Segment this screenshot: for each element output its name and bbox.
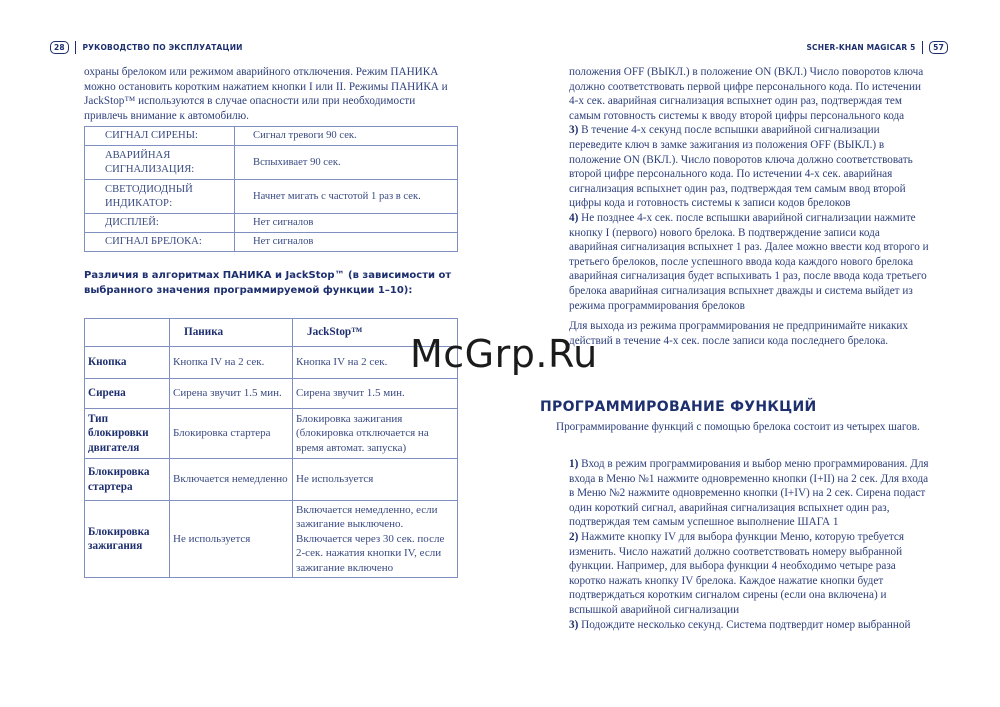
function-step-3: 3) Подождите несколько секунд. Система подтвердит номер выбранной xyxy=(569,618,911,631)
table-row: ДИСПЛЕЙ: Нет сигналов xyxy=(85,214,458,233)
section-intro: Программирование функций с помощью брелока состоит из четырех шагов. xyxy=(556,421,920,433)
watermark: McGrp.Ru xyxy=(410,332,598,376)
signals-table xyxy=(84,126,458,252)
table-row: СВЕТОДИОДНЫЙ ИНДИКАТОР: Начнет мигать с частотой 1 раз в сек. xyxy=(85,180,458,214)
table-row: Тип блокировки двигателя Блокировка стартера Блокировка зажигания (блокировка отключается на время автомат. запуска) xyxy=(85,409,458,459)
table-row: СИГНАЛ БРЕЛОКА: Нет сигналов xyxy=(85,233,458,252)
function-step-2: 2) Нажмите кнопку IV для выбора функции Меню, которую требуется изменить. Число нажатий должно соответствовать номеру выбранной функции. Например, для выбора функции 4 необходимо четыре раза коротко нажать кнопку IV брелока. Каждое нажатие кнопки будет подтверждаться коротким сигналом сирены (если она включена) и вспышкой аварийной сигнализации xyxy=(569,530,905,616)
table-row: СИГНАЛ СИРЕНЫ: Сигнал тревоги 90 сек. xyxy=(85,127,458,146)
table-row: Блокировка зажигания Не используется Включается немедленно, если зажигание выключено. Включается через 30 сек. после 2-сек. нажатия кнопки IV, если зажигание включено xyxy=(85,501,458,578)
table-row: Сирена Сирена звучит 1.5 мин. Сирена звучит 1.5 мин. xyxy=(85,379,458,409)
step-3: 3) В течение 4-х секунд после вспышки аварийной сигнализации переведите ключ в замке зажигания из положения OFF (ВЫКЛ.) в положение ON (ВКЛ.). Число поворотов ключа должно соответствовать второй цифре персонального кода. По истечении 4-х сек. аварийная сигнализация вспыхнет один раз, подтверждая тем самым ввод второй цифры кода и готовность системы к записи кодов брелоков xyxy=(569,124,913,210)
header-divider xyxy=(75,41,77,54)
table-row: Блокировка стартера Включается немедленно Не используется xyxy=(85,459,458,501)
right-page-header xyxy=(806,40,948,54)
right-header-title: SCHER-KHAN MAGICAR 5 xyxy=(806,42,916,52)
header-divider xyxy=(922,41,924,54)
table-header-row: Паника JackStop™ xyxy=(85,319,458,347)
compare-heading: Различия в алгоритмах ПАНИКА и JackStop™ (в зависимости от выбранного значения программируемой функции 1–10): xyxy=(84,270,452,296)
exit-note: Для выхода из режима программирования не предпринимайте никаких действий в течение 4-х сек. после записи кода последнего брелока. xyxy=(569,320,908,347)
step-2-continued: положения OFF (ВЫКЛ.) в положение ON (ВКЛ.) Число поворотов ключа должно соответствовать первой цифре персонального кода. По истечении 4-х сек. аварийная сигнализация вспыхнет один раз, подтверждая тем самым готовность системы к вводу второй цифры персонального кода xyxy=(569,66,924,122)
left-header-title: РУКОВОДСТВО ПО ЭКСПЛУАТАЦИИ xyxy=(82,42,243,52)
function-steps xyxy=(569,457,929,632)
step-4: 4) Не позднее 4-х сек. после вспышки аварийной сигнализации нажмите кнопку I (первого) нового брелока. В подтверждение записи кода аварийная сигнализация вспыхнет 1 раз. Далее можно ввести код второго и третьего брелоков, после успешного ввода кода каждого нового брелока аварийная сигнализация будет вспыхивать 1 раз, после ввода кода третьего брелока аварийная сигнализация вспыхнет дважды и система выйдет из режима программирования брелоков xyxy=(569,211,929,312)
table-row: АВАРИЙНАЯ СИГНАЛИЗАЦИЯ: Вспыхивает 90 сек. xyxy=(85,146,458,180)
right-top-text xyxy=(569,65,929,348)
compare-table xyxy=(84,318,458,578)
right-page-number: 57 xyxy=(929,41,948,54)
left-page-header xyxy=(50,40,243,54)
left-page-number: 28 xyxy=(50,41,69,54)
table-row: Кнопка Кнопка IV на 2 сек. Кнопка IV на 2 сек. xyxy=(85,347,458,379)
section-title: ПРОГРАММИРОВАНИЕ ФУНКЦИЙ xyxy=(540,399,817,415)
left-intro-paragraph: охраны брелоком или режимом аварийного отключения. Режим ПАНИКА можно остановить коротким нажатием кнопки I или II. Режимы ПАНИКА и JackStop™ используются в случае опасности или при необходимости привлечь внимание к автомобилю. xyxy=(84,66,448,122)
function-step-1: 1) Вход в режим программирования и выбор меню программирования. Для входа в Меню №1 нажмите одновременно кнопки (I+II) на 2 сек. Для входа в Меню №2 нажмите одновременно кнопки (I+IV) на 2 сек. Сирена подаст один короткий сигнал, аварийная сигнализация вспыхнет один раз, подтверждая тем самым успешное выполнение ШАГА 1 xyxy=(569,458,929,529)
